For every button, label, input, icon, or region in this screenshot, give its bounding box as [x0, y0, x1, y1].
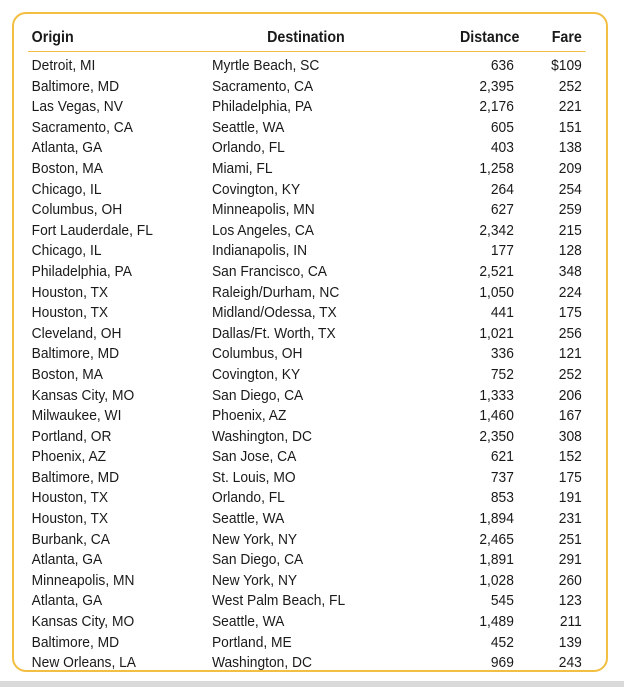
cell-distance: 2,350	[479, 427, 514, 445]
cell-destination: San Francisco, CA	[211, 262, 328, 280]
airfare-table	[28, 24, 586, 674]
cell-origin: Kansas City, MO	[31, 613, 135, 631]
header-origin: Origin	[28, 24, 212, 52]
cell-distance: 2,465	[479, 530, 514, 548]
header-fare: Fare	[519, 24, 585, 52]
cell-destination: Midland/Odessa, TX	[211, 304, 337, 322]
cell-distance: 737	[490, 468, 514, 486]
cell-fare: 308	[558, 427, 582, 445]
cell-origin: Detroit, MI	[31, 57, 96, 74]
cell-fare: 260	[558, 571, 582, 589]
cell-destination: Sacramento, CA	[211, 77, 314, 95]
cell-destination: Dallas/Ft. Worth, TX	[211, 324, 336, 342]
cell-origin: Las Vegas, NV	[31, 98, 123, 116]
table-row	[28, 262, 586, 283]
cell-origin: Baltimore, MD	[31, 468, 120, 486]
cell-origin: Atlanta, GA	[31, 139, 103, 157]
cell-destination: New York, NY	[211, 530, 298, 548]
table-row	[28, 406, 586, 427]
cell-origin: Chicago, IL	[31, 242, 102, 260]
cell-origin: Philadelphia, PA	[31, 262, 132, 280]
table-row	[28, 365, 586, 386]
cell-fare: 291	[558, 551, 582, 569]
cell-destination: Raleigh/Durham, NC	[211, 283, 340, 301]
cell-fare: 138	[558, 139, 582, 157]
cell-destination: Seattle, WA	[211, 118, 285, 136]
cell-origin: Minneapolis, MN	[31, 571, 135, 589]
cell-fare: 211	[559, 613, 582, 631]
cell-origin: Houston, TX	[31, 304, 109, 322]
cell-origin: Burbank, CA	[31, 530, 110, 548]
cell-destination: Washington, DC	[211, 427, 312, 445]
cell-distance: 2,176	[479, 98, 514, 116]
cell-origin: Houston, TX	[31, 510, 109, 528]
cell-distance: 1,021	[479, 324, 514, 342]
cell-distance: 752	[490, 365, 514, 383]
cell-distance: 1,333	[479, 386, 514, 404]
cell-destination: Los Angeles, CA	[211, 221, 315, 239]
cell-fare: 243	[558, 654, 582, 672]
cell-origin: Milwaukee, WI	[31, 407, 122, 425]
table-row	[28, 653, 586, 674]
cell-distance: 636	[490, 57, 514, 74]
cell-distance: 177	[490, 242, 514, 260]
cell-distance: 1,050	[479, 283, 514, 301]
cell-distance: 403	[490, 139, 514, 157]
table-row	[28, 200, 586, 221]
cell-origin: Baltimore, MD	[31, 633, 120, 651]
cell-distance: 264	[490, 180, 514, 198]
cell-distance: 1,894	[479, 510, 514, 528]
cell-origin: Boston, MA	[31, 365, 104, 383]
cell-destination: New York, NY	[211, 571, 298, 589]
table-row	[28, 138, 586, 159]
cell-destination: Indianapolis, IN	[211, 242, 308, 260]
bottom-rule	[0, 681, 624, 687]
cell-distance: 1,460	[479, 407, 514, 425]
cell-distance: 2,395	[479, 77, 514, 95]
cell-distance: 969	[490, 654, 514, 672]
table-row	[28, 118, 586, 139]
cell-destination: Philadelphia, PA	[211, 98, 313, 116]
cell-distance: 1,891	[479, 551, 514, 569]
table-row	[28, 447, 586, 468]
cell-destination: Columbus, OH	[211, 345, 303, 363]
table-row	[28, 550, 586, 571]
cell-fare: 139	[558, 633, 582, 651]
table-row	[28, 180, 586, 201]
cell-origin: Portland, OR	[31, 427, 112, 445]
table-row	[28, 386, 586, 407]
table-row	[28, 324, 586, 345]
cell-fare: 175	[558, 304, 582, 322]
table-row	[28, 241, 586, 262]
cell-origin: Atlanta, GA	[31, 592, 103, 610]
table-row	[28, 591, 586, 612]
cell-distance: 2,342	[479, 221, 514, 239]
cell-fare: 206	[558, 386, 582, 404]
cell-destination: Seattle, WA	[211, 613, 285, 631]
cell-fare: 254	[558, 180, 582, 198]
cell-distance: 1,028	[479, 571, 514, 589]
cell-origin: Fort Lauderdale, FL	[31, 221, 153, 239]
cell-origin: Atlanta, GA	[31, 551, 103, 569]
table-frame	[12, 12, 608, 672]
cell-distance: 545	[490, 592, 514, 610]
cell-fare: 259	[558, 201, 582, 219]
cell-destination: Seattle, WA	[211, 510, 285, 528]
cell-fare: 152	[558, 448, 582, 466]
cell-fare: 256	[558, 324, 582, 342]
cell-destination: Phoenix, AZ	[211, 407, 287, 425]
cell-origin: New Orleans, LA	[31, 654, 136, 672]
header-distance: Distance	[400, 24, 520, 52]
cell-distance: 2,521	[479, 262, 514, 280]
cell-fare: 167	[558, 407, 582, 425]
cell-origin: Phoenix, AZ	[31, 448, 107, 466]
header-destination: Destination	[212, 24, 400, 52]
cell-destination: West Palm Beach, FL	[211, 592, 346, 610]
cell-fare: 191	[558, 489, 582, 507]
cell-destination: Myrtle Beach, SC	[211, 57, 320, 74]
cell-origin: Baltimore, MD	[31, 345, 120, 363]
table-row	[28, 427, 586, 448]
table-row	[28, 612, 586, 633]
cell-origin: Kansas City, MO	[31, 386, 135, 404]
table-row	[28, 344, 586, 365]
table-row	[28, 77, 586, 98]
cell-distance: 627	[490, 201, 514, 219]
table-row	[28, 97, 586, 118]
cell-origin: Boston, MA	[31, 159, 104, 177]
table-row	[28, 303, 586, 324]
cell-destination: San Diego, CA	[211, 551, 304, 569]
cell-destination: Miami, FL	[211, 159, 273, 177]
cell-fare: 252	[558, 77, 582, 95]
cell-destination: Orlando, FL	[211, 489, 285, 507]
cell-destination: Orlando, FL	[211, 139, 285, 157]
cell-distance: 452	[490, 633, 514, 651]
table-row	[28, 509, 586, 530]
table-row	[28, 488, 586, 509]
cell-fare: 123	[558, 592, 582, 610]
cell-fare: 348	[558, 262, 582, 280]
cell-destination: Covington, KY	[211, 365, 301, 383]
cell-fare: 231	[558, 510, 582, 528]
cell-distance: 441	[490, 304, 514, 322]
cell-distance: 1,489	[479, 613, 514, 631]
table-row	[28, 283, 586, 304]
table-row	[28, 221, 586, 242]
table-row	[28, 159, 586, 180]
cell-destination: Portland, ME	[211, 633, 292, 651]
cell-destination: San Jose, CA	[211, 448, 297, 466]
cell-distance: 605	[490, 118, 514, 136]
cell-destination: San Diego, CA	[211, 386, 304, 404]
cell-origin: Chicago, IL	[31, 180, 102, 198]
header-row	[28, 24, 586, 52]
table-row	[28, 530, 586, 551]
table-row	[28, 52, 586, 77]
cell-distance: 1,258	[479, 159, 514, 177]
cell-fare: 251	[558, 530, 582, 548]
cell-destination: Covington, KY	[211, 180, 301, 198]
cell-destination: St. Louis, MO	[211, 468, 296, 486]
cell-destination: Minneapolis, MN	[211, 201, 315, 219]
cell-fare: 175	[558, 468, 582, 486]
cell-fare: 209	[558, 159, 582, 177]
cell-fare: 128	[558, 242, 582, 260]
cell-distance: 336	[490, 345, 514, 363]
cell-origin: Houston, TX	[31, 489, 109, 507]
cell-fare: 252	[558, 365, 582, 383]
cell-origin: Sacramento, CA	[31, 118, 133, 136]
table-body	[28, 52, 586, 674]
cell-origin: Cleveland, OH	[31, 324, 122, 342]
cell-distance: 621	[490, 448, 514, 466]
cell-fare: 221	[558, 98, 582, 116]
table-row	[28, 571, 586, 592]
cell-fare: 151	[558, 118, 582, 136]
cell-fare: $109	[551, 57, 582, 74]
cell-fare: 215	[558, 221, 582, 239]
cell-distance: 853	[490, 489, 514, 507]
cell-origin: Baltimore, MD	[31, 77, 120, 95]
table-row	[28, 468, 586, 489]
cell-destination: Washington, DC	[211, 654, 312, 672]
cell-origin: Columbus, OH	[31, 201, 123, 219]
cell-fare: 224	[558, 283, 582, 301]
cell-origin: Houston, TX	[31, 283, 109, 301]
cell-fare: 121	[558, 345, 582, 363]
table-row	[28, 633, 586, 654]
